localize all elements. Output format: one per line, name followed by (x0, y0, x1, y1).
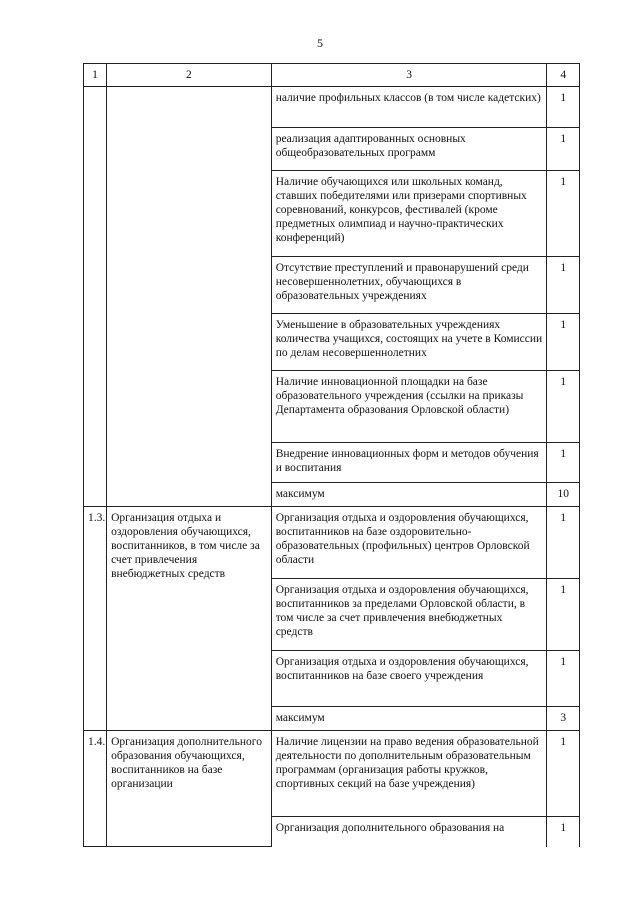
header-col-3: 3 (271, 64, 547, 87)
criterion-text: Наличие инновационной площадки на базе образовательного учреждения (ссылки на приказы Департамента образования Орловской области) (271, 371, 547, 443)
criterion-score: 1 (547, 171, 580, 257)
criterion-text: Уменьшение в образовательных учреждениях количества учащихся, состоящих на учете в Комиссии по делам несовершеннолетних (271, 314, 547, 371)
page-number: 5 (317, 36, 323, 50)
criterion-text: Организация дополнительного образования на (271, 817, 547, 847)
criterion-score: 1 (547, 87, 580, 128)
maximum-label: максимум (271, 483, 547, 507)
criterion-score: 1 (547, 817, 580, 847)
criterion-score: 1 (547, 371, 580, 443)
continued-number-cell (84, 87, 107, 507)
maximum-score: 10 (547, 483, 580, 507)
criterion-text: наличие профильных классов (в том числе кадетских) (271, 87, 547, 128)
criterion-score: 1 (547, 128, 580, 171)
criterion-score: 1 (547, 651, 580, 707)
criterion-score: 1 (547, 731, 580, 817)
criterion-text: Организация отдыха и оздоровления обучающихся, воспитанников на базе своего учреждения (271, 651, 547, 707)
maximum-label: максимум (271, 707, 547, 731)
criterion-score: 1 (547, 507, 580, 579)
criterion-text: Наличие обучающихся или школьных команд, ставших победителями или призерами спортивных соревнований, конкурсов, фестивалей (кроме предметных олимпиад и научно-практических конференций) (271, 171, 547, 257)
criterion-text: Наличие лицензии на право ведения образовательной деятельности по дополнительным образовательным программам (организация работы кружков, спортивных секций на базе учреждения) (271, 731, 547, 817)
criterion-score: 1 (547, 579, 580, 651)
criterion-text: Отсутствие преступлений и правонарушений среди несовершеннолетних, обучающихся в образовательных учреждениях (271, 257, 547, 314)
criteria-table (83, 63, 580, 847)
header-col-1: 1 (84, 64, 107, 87)
criterion-text: Организация отдыха и оздоровления обучающихся, воспитанников за пределами Орловской области, в том числе за счет привлечения внебюджетных средств (271, 579, 547, 651)
table-row (84, 87, 580, 128)
header-col-4: 4 (547, 64, 580, 87)
section-number: 1.3. (84, 507, 107, 731)
criterion-score: 1 (547, 314, 580, 371)
section-title: Организация дополнительного образования обучающихся, воспитанников на базе организации (107, 731, 272, 847)
section-title: Организация отдыха и оздоровления обучающихся, воспитанников, в том числе за счет привлечения внебюджетных средств (107, 507, 272, 731)
table-row (84, 731, 580, 817)
criterion-text: Организация отдыха и оздоровления обучающихся, воспитанников на базе оздоровительно-образовательных (профильных) центров Орловской области (271, 507, 547, 579)
criterion-score: 1 (547, 257, 580, 314)
criterion-text: Внедрение инновационных форм и методов обучения и воспитания (271, 443, 547, 483)
maximum-score: 3 (547, 707, 580, 731)
continued-title-cell (107, 87, 272, 507)
section-number: 1.4. (84, 731, 107, 847)
criterion-text: реализация адаптированных основных общеобразовательных программ (271, 128, 547, 171)
criterion-score: 1 (547, 443, 580, 483)
header-col-2: 2 (107, 64, 272, 87)
table-header-row (84, 64, 580, 87)
table-row (84, 507, 580, 579)
